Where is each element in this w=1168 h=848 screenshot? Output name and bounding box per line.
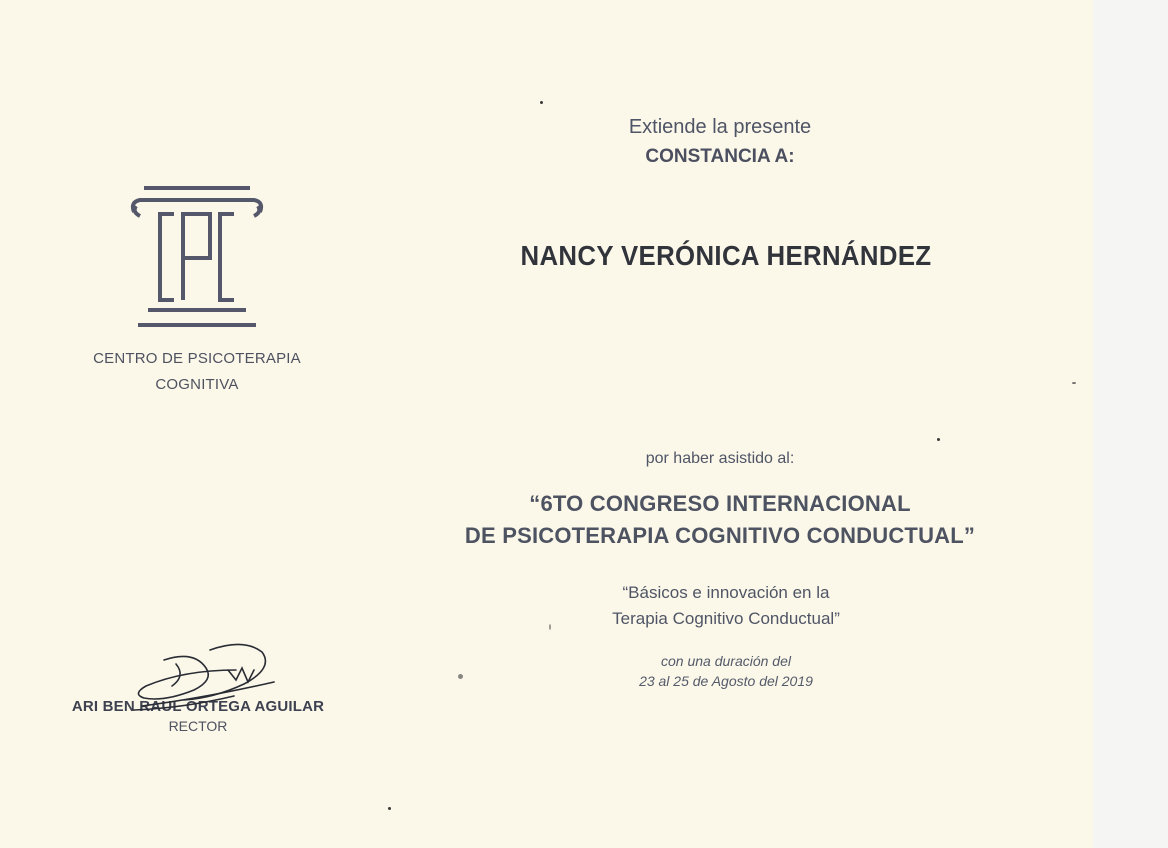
- event-subtitle: [556, 580, 896, 632]
- scan-speck: [1072, 382, 1076, 384]
- scan-speck: [549, 624, 551, 630]
- event-title-line2: DE PSICOTERAPIA COGNITIVO CONDUCTUAL”: [464, 523, 976, 548]
- event-title-line1: “6TO CONGRESO INTERNACIONAL: [529, 491, 911, 516]
- recipient-name: NANCY VERÓNICA HERNÁNDEZ: [520, 240, 932, 271]
- scan-speck: [458, 674, 463, 679]
- event-title: [430, 488, 1010, 552]
- scan-margin: [1093, 0, 1168, 848]
- intro-block: [560, 112, 880, 172]
- event-subtitle-line2: Terapia Cognitivo Conductual”: [612, 609, 840, 628]
- attendance-reason: por haber asistido al:: [645, 450, 795, 467]
- organization-name-line2: COGNITIVA: [155, 376, 239, 393]
- signatory-name: ARI BEN RAUL ORTEGA AGUILAR: [71, 698, 325, 715]
- handwritten-signature: [124, 640, 304, 718]
- event-duration: [586, 651, 866, 691]
- scan-speck: [388, 807, 391, 810]
- organization-name: [66, 346, 328, 398]
- cpc-column-logo: [126, 182, 268, 332]
- duration-line1: con una duración del: [661, 653, 791, 669]
- scan-speck: [540, 101, 543, 104]
- organization-name-line1: CENTRO DE PSICOTERAPIA: [93, 350, 301, 367]
- scan-speck: [937, 438, 940, 441]
- duration-line2: 23 al 25 de Agosto del 2019: [639, 673, 813, 689]
- document-type: CONSTANCIA A:: [645, 146, 795, 167]
- intro-text: Extiende la presente: [628, 116, 812, 138]
- event-subtitle-line1: “Básicos e innovación en la: [622, 583, 830, 602]
- signatory-title: RECTOR: [168, 718, 228, 734]
